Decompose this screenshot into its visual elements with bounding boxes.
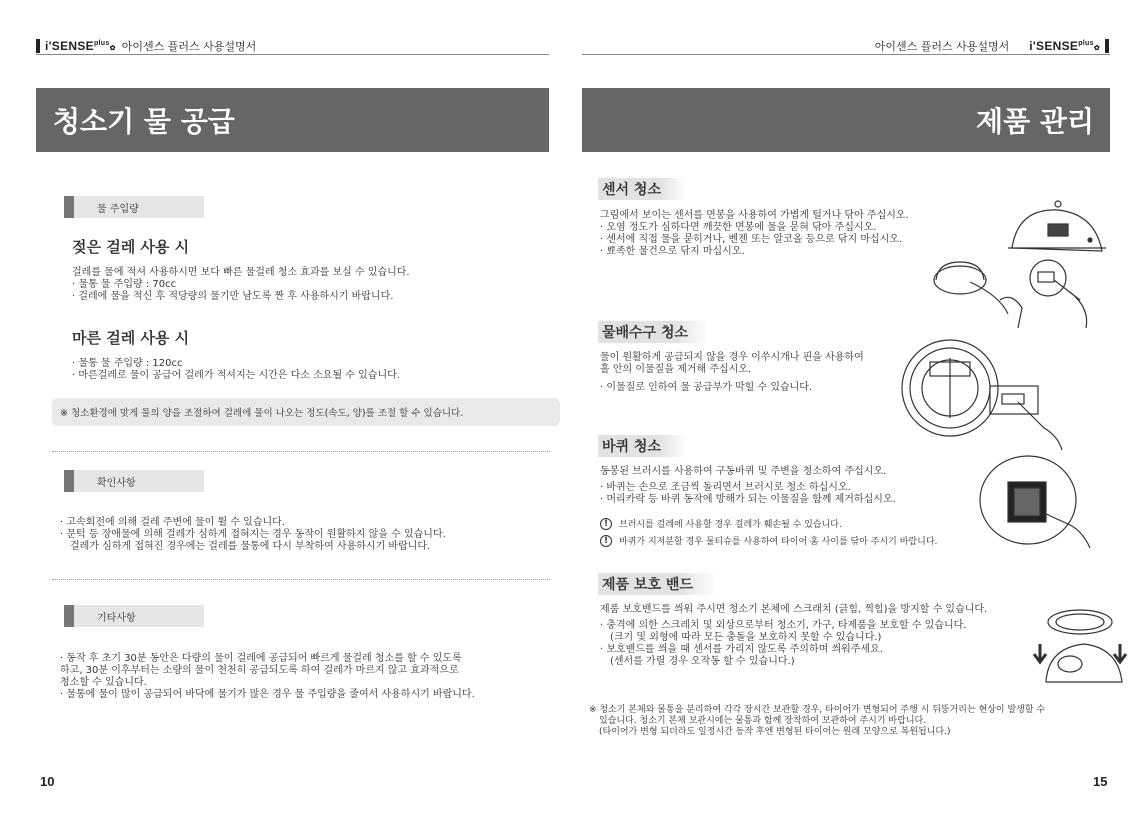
page-number-right: 15 [1093, 774, 1108, 789]
label-water-amount: 물 주입량 [64, 196, 204, 218]
brand-logo: $i'SENSE^{plus}✿$ [45, 39, 116, 53]
sensor-clean-title: 센서 청소 [598, 178, 686, 200]
sensor-clean-text: 그림에서 보이는 센서를 면봉을 사용하여 가볍게 털거나 닦아 주십시오. · 오염 정도가 심하다면 깨끗한 면봉에 물을 묻혀 닦아 주십시오. · 센서에 직접 물을 묻히거나, 벤젠 또는 알코올 등으로 닦지 마십시오. · 뾰족한 물건으로 닦지 마십시오. [600, 210, 909, 257]
drain-detail-illustration [988, 384, 1068, 454]
brand-logo: $i'SENSE^{plus}✿$ [1029, 39, 1100, 53]
left-header-rule [36, 54, 549, 55]
left-page-header [36, 38, 256, 54]
wheel-clean-title: 바퀴 청소 [598, 435, 686, 457]
check-items-text: · 고속회전에 의해 걸레 주변에 물이 튈 수 있습니다. · 문턱 등 장애물에 의해 걸레가 심하게 접혀지는 경우 동작이 원활하지 않을 수 있습니다. 걸레가 심하게 접혀진 경우에는 걸레를 물통에 다시 부착하여 사용하시기 바랍니다. [60, 517, 446, 552]
other-items-text: · 동작 후 초기 30분 동안은 다량의 물이 걸레에 공급되어 빠르게 물걸레 청소를 할 수 있도록 하고, 30분 이후부터는 소량의 물이 천천히 공급되도록 하여 걸레가 마르지 않고 효과적으로 청소할 수 있습니다. · 물통에 물이 많이 공급되어 바닥에 물기가 많은 경우 물 주입량을 줄여서 사용하시기 바랍니다. [60, 653, 475, 700]
drain-clean-text: 물이 원활하게 공급되지 않을 경우 이쑤시개나 핀을 사용하여 홀 안의 이물질을 제거해 주십시오. · 이물질로 인하여 물 공급부가 막힐 수 있습니다. [600, 352, 864, 393]
water-adjust-note: ※ 청소환경에 맞게 물의 양을 조절하여 걸레에 물이 나오는 정도(속도, 양)를 조절 할 수 있습니다. [52, 398, 560, 426]
wheel-cleaning-illustration [976, 452, 1096, 552]
right-page-header [875, 38, 1109, 54]
header-bar-mark [1105, 39, 1109, 53]
wet-mop-title: 젖은 걸레 사용 시 [72, 238, 190, 256]
band-text: 제품 보호밴드를 씌워 주시면 청소기 본체에 스크래치 (긁힘, 찍힘)을 방지할 수 있습니다. · 충격에 의한 스크레치 및 외상으로부터 청소기, 가구, 타제품을 보호할 수 있습니다. (크기 및 외형에 따라 모든 충돌을 보호하지 못할 수 있습니다.) · 보호밴드를 씌을 때 센서를 가리지 않도록 주의하며 씌워주세요. (센서를 가릴 경우 오작동 할 수 있습니다.) [600, 604, 988, 667]
wet-mop-text: 걸레를 물에 적셔 사용하시면 보다 빠른 물걸레 청소 효과를 보실 수 있습니다. · 물통 물 주입량 : 70cc · 걸레에 물을 적신 후 적당량의 물기만 남도록 짠 후 사용하시기 바랍니다. [72, 267, 410, 302]
dry-mop-title: 마른 걸레 사용 시 [72, 329, 190, 347]
divider [52, 451, 550, 452]
right-banner-title: 제품 관리 [582, 88, 1110, 152]
band-title: 제품 보호 밴드 [598, 573, 716, 595]
dry-mop-text: · 물통 물 주입량 : 120cc · 마른걸레로 물이 공급어 걸레가 적셔지는 시간은 다소 소요될 수 있습니다. [72, 358, 400, 381]
protection-band-illustration [1024, 604, 1136, 688]
exclamation-icon: ! [600, 535, 612, 547]
drain-clean-title: 물배수구 청소 [598, 321, 708, 343]
wheel-warning: ! 브러시를 걸레에 사용할 경우 걸레가 훼손될 수 있습니다. [600, 517, 842, 530]
wheel-clean-text: 동봉된 브러시를 사용하여 구동바퀴 및 주변을 청소하여 주십시오. · 바퀴는 손으로 조금씩 돌리면서 브러시로 청소 하십시오. · 머리카락 등 바퀴 동작에 방해가 되는 이물질을 함께 제거하십시오. [600, 466, 896, 505]
label-check-items: 확인사항 [64, 470, 204, 492]
drain-robot-illustration [900, 338, 1000, 438]
right-header-rule [582, 54, 1110, 55]
wheel-warning: ! 바퀴가 지저분할 경우 물티슈를 사용하여 타이어 홈 사이를 닦아 주시기 바랍니다. [600, 534, 937, 547]
right-header-title: 아이센스 플러스 사용설명서 [874, 40, 1010, 53]
page-number-left: 10 [40, 774, 55, 789]
storage-footnote: ※ 청소기 본체와 물통을 분리하여 각각 장시간 보관할 경우, 타이어가 변형되어 주행 시 뒤뚱거리는 현상이 발생할 수 있습니다. 청소기 본체 보관시에는 물통과 함께 장착하여 보관하여 주시기 바랍니다. (타이어가 변형 되더라도 일정시간 동작 후엔 변형된 타이어는 원래 모양으로 복원됩니다.) [589, 705, 1046, 737]
label-other-items: 기타사항 [64, 605, 204, 627]
left-banner-title: 청소기 물 공급 [36, 88, 549, 152]
header-bar-mark [36, 39, 40, 53]
exclamation-icon: ! [600, 518, 612, 530]
left-header-title: 아이센스 플러스 사용설명서 [121, 40, 257, 53]
divider [52, 579, 550, 580]
sensor-cleaning-illustration [930, 196, 1110, 336]
